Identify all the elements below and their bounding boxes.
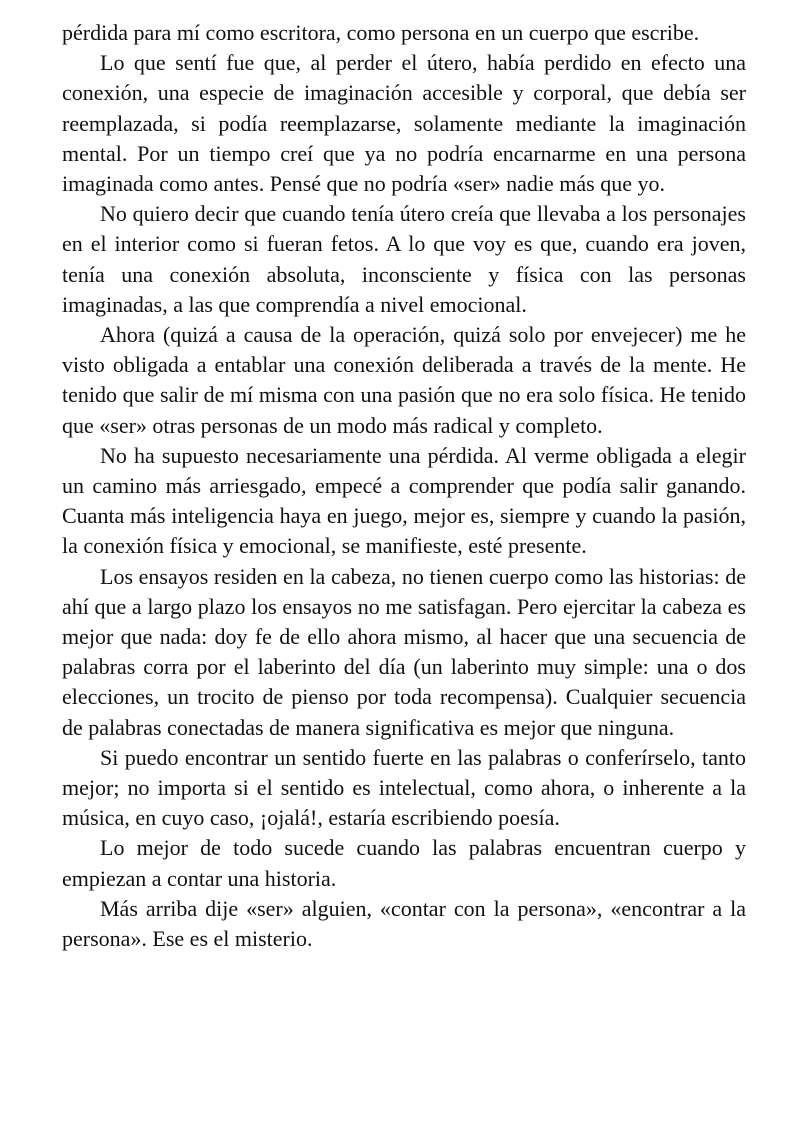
paragraph-1: pérdida para mí como escritora, como persona en un cuerpo que escribe. (62, 20, 700, 45)
document-page (62, 18, 746, 954)
paragraph-2: Lo que sentí fue que, al perder el útero, había perdido en efecto una conexión, una especie de imaginación accesible y corporal, que debía ser reemplazada, si podía reemplazarse, solamente mediante la imaginación mental. Por un tiempo creí que ya no podría encarnarme en una persona imaginada como antes. Pensé que no podría «ser» nadie más que yo. (62, 50, 746, 197)
paragraph-4: Ahora (quizá a causa de la operación, quizá solo por envejecer) me he visto obligada a entablar una conexión deliberada a través de la mente. He tenido que salir de mí misma con una pasión que no era solo física. He tenido que «ser» otras personas de un modo más radical y completo. (62, 322, 746, 438)
paragraph-3: No quiero decir que cuando tenía útero creía que llevaba a los personajes en el interior como si fueran fetos. A lo que voy es que, cuando era joven, tenía una conexión absoluta, inconsciente y física con las personas imaginadas, a las que comprendía a nivel emocional. (62, 201, 746, 317)
paragraph-8: Lo mejor de todo sucede cuando las palabras encuentran cuerpo y empiezan a contar una historia. (62, 835, 746, 891)
paragraph-6: Los ensayos residen en la cabeza, no tienen cuerpo como las historias: de ahí que a largo plazo los ensayos no me satisfagan. Pero ejercitar la cabeza es mejor que nada: doy fe de ello ahora mismo, al hacer que una secuencia de palabras corra por el laberinto del día (un laberinto muy simple: una o dos elecciones, un trocito de pienso por toda recompensa). Cualquier secuencia de palabras conectadas de manera significativa es mejor que ninguna. (62, 563, 746, 740)
paragraph-9: Más arriba dije «ser» alguien, «contar con la persona», «encontrar a la persona». Ese es el misterio. (62, 895, 746, 952)
paragraph-7: Si puedo encontrar un sentido fuerte en las palabras o conferírselo, tanto mejor; no importa si el sentido es intelectual, como ahora, o inherente a la música, en cuyo caso, ¡ojalá!, estaría escribiendo poesía. (62, 744, 746, 831)
paragraph-5: No ha supuesto necesariamente una pérdida. Al verme obligada a elegir un camino más arriesgado, empecé a comprender que podía salir ganando. Cuanta más inteligencia haya en juego, mejor es, siempre y cuando la pasión, la conexión física y emocional, se manifieste, esté presente. (62, 442, 746, 559)
